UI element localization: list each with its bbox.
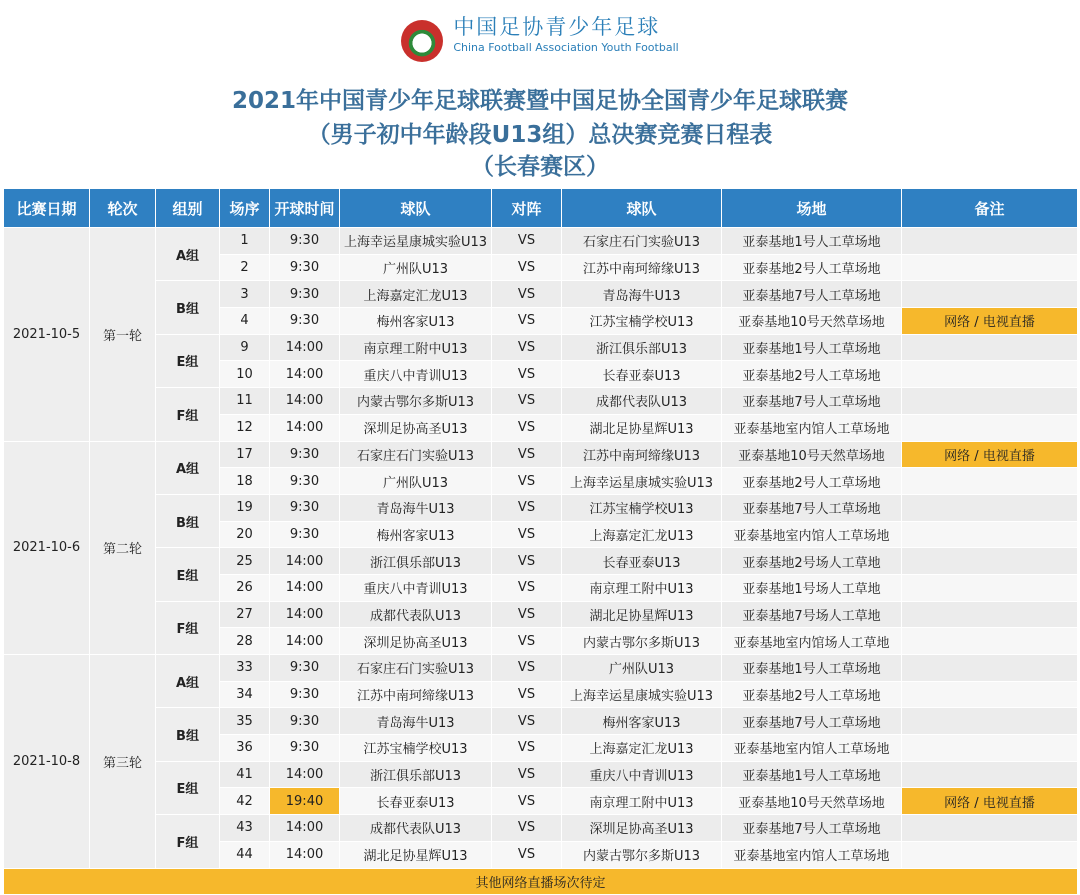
away-team: 青岛海牛U13 [562,281,722,308]
broadcast-note [902,361,1078,388]
away-team: 石家庄石门实验U13 [562,228,722,255]
page-title-line3: （长春赛区） [471,154,609,180]
away-team: 江苏中南珂缔缘U13 [562,254,722,281]
vs-label: VS [492,334,562,361]
away-team: 湖北足协星辉U13 [562,601,722,628]
match-number: 42 [220,788,270,815]
match-number: 27 [220,601,270,628]
venue: 亚泰基地7号人工草场地 [722,815,902,842]
table-row [4,761,1078,788]
home-team: 深圳足协高圣U13 [340,414,492,441]
match-number: 10 [220,361,270,388]
broadcast-note [902,574,1078,601]
cfa-logo [0,14,1080,56]
match-date: 2021-10-8 [4,655,90,869]
kickoff-time: 9:30 [270,281,340,308]
broadcast-note [902,815,1078,842]
page-title-line1: 2021年中国青少年足球联赛暨中国足协全国青少年足球联赛 [231,88,848,114]
venue: 亚泰基地室内馆人工草场地 [722,414,902,441]
broadcast-note [902,548,1078,575]
page-header [0,0,1080,187]
broadcast-note [902,494,1078,521]
group-label: B组 [156,708,220,761]
away-team: 重庆八中青训U13 [562,761,722,788]
cfa-badge-icon [401,20,443,62]
home-team: 内蒙古鄂尔多斯U13 [340,388,492,415]
table-row [4,388,1078,415]
away-team: 成都代表队U13 [562,388,722,415]
venue: 亚泰基地1号场人工草地 [722,574,902,601]
match-number: 35 [220,708,270,735]
kickoff-time: 14:00 [270,414,340,441]
home-team: 江苏宝楠学校U13 [340,735,492,762]
kickoff-time: 14:00 [270,628,340,655]
broadcast-note [902,628,1078,655]
match-date: 2021-10-5 [4,228,90,442]
away-team: 江苏宝楠学校U13 [562,494,722,521]
round-label: 第三轮 [90,655,156,869]
group-label: B组 [156,494,220,547]
away-team: 浙江俱乐部U13 [562,334,722,361]
away-team: 江苏宝楠学校U13 [562,308,722,335]
away-team: 上海嘉定汇龙U13 [562,521,722,548]
broadcast-note [902,228,1078,255]
vs-label: VS [492,361,562,388]
home-team: 上海嘉定汇龙U13 [340,281,492,308]
vs-label: VS [492,815,562,842]
group-label: E组 [156,761,220,814]
broadcast-note [902,414,1078,441]
away-team: 湖北足协星辉U13 [562,414,722,441]
col-header-vs: 对阵 [492,189,562,228]
match-number: 20 [220,521,270,548]
kickoff-time: 9:30 [270,254,340,281]
away-team: 上海幸运星康城实验U13 [562,681,722,708]
match-number: 1 [220,228,270,255]
vs-label: VS [492,788,562,815]
match-number: 2 [220,254,270,281]
kickoff-time: 9:30 [270,681,340,708]
match-number: 34 [220,681,270,708]
vs-label: VS [492,841,562,868]
match-number: 36 [220,735,270,762]
match-number: 11 [220,388,270,415]
vs-label: VS [492,708,562,735]
vs-label: VS [492,468,562,495]
match-number: 9 [220,334,270,361]
broadcast-note: 网络 / 电视直播 [902,788,1078,815]
table-row [4,815,1078,842]
venue: 亚泰基地1号人工草场地 [722,761,902,788]
vs-label: VS [492,601,562,628]
group-label: F组 [156,601,220,654]
col-header-round: 轮次 [90,189,156,228]
broadcast-note [902,468,1078,495]
kickoff-time: 14:00 [270,548,340,575]
table-header-row [4,189,1078,228]
venue: 亚泰基地10号天然草场地 [722,788,902,815]
away-team: 内蒙古鄂尔多斯U13 [562,841,722,868]
kickoff-time: 14:00 [270,601,340,628]
match-number: 44 [220,841,270,868]
away-team: 南京理工附中U13 [562,788,722,815]
broadcast-note [902,254,1078,281]
kickoff-time: 9:30 [270,655,340,682]
venue: 亚泰基地10号天然草场地 [722,308,902,335]
home-team: 成都代表队U13 [340,815,492,842]
away-team: 深圳足协高圣U13 [562,815,722,842]
broadcast-note [902,601,1078,628]
venue: 亚泰基地7号人工草场地 [722,708,902,735]
table-row [4,655,1078,682]
table-row [4,228,1078,255]
table-row [4,281,1078,308]
home-team: 广州队U13 [340,468,492,495]
venue: 亚泰基地室内馆人工草场地 [722,841,902,868]
vs-label: VS [492,308,562,335]
venue: 亚泰基地1号人工草场地 [722,228,902,255]
table-row [4,494,1078,521]
table-row [4,601,1078,628]
home-team: 石家庄石门实验U13 [340,441,492,468]
logo-title-cn: 中国足协青少年足球 [453,15,661,39]
away-team: 广州队U13 [562,655,722,682]
venue: 亚泰基地7号人工草场地 [722,494,902,521]
kickoff-time: 14:00 [270,361,340,388]
kickoff-time: 14:00 [270,334,340,361]
kickoff-time: 9:30 [270,494,340,521]
home-team: 广州队U13 [340,254,492,281]
venue: 亚泰基地1号人工草场地 [722,655,902,682]
group-label: F组 [156,388,220,441]
group-label: E组 [156,548,220,601]
table-row [4,334,1078,361]
footer-note: 其他网络直播场次待定 [4,868,1078,895]
broadcast-note [902,655,1078,682]
venue: 亚泰基地7号人工草场地 [722,281,902,308]
vs-label: VS [492,761,562,788]
group-label: A组 [156,655,220,708]
match-number: 25 [220,548,270,575]
table-row [4,441,1078,468]
away-team: 上海幸运星康城实验U13 [562,468,722,495]
footer-row [4,868,1078,895]
group-label: F组 [156,815,220,868]
venue: 亚泰基地2号场人工草地 [722,548,902,575]
col-header-note: 备注 [902,189,1078,228]
broadcast-note: 网络 / 电视直播 [902,308,1078,335]
match-number: 4 [220,308,270,335]
broadcast-note: 网络 / 电视直播 [902,441,1078,468]
kickoff-time: 14:00 [270,841,340,868]
group-label: E组 [156,334,220,387]
home-team: 湖北足协星辉U13 [340,841,492,868]
table-row [4,548,1078,575]
broadcast-note [902,841,1078,868]
venue: 亚泰基地2号人工草场地 [722,361,902,388]
home-team: 梅州客家U13 [340,308,492,335]
page-title-line2: （男子初中年龄段U13组）总决赛竞赛日程表 [307,122,773,148]
kickoff-time: 9:30 [270,441,340,468]
logo-title-en: China Football Association Youth Football [453,41,679,54]
home-team: 江苏中南珂缔缘U13 [340,681,492,708]
broadcast-note [902,388,1078,415]
kickoff-time: 19:40 [270,788,340,815]
col-header-date: 比赛日期 [4,189,90,228]
home-team: 成都代表队U13 [340,601,492,628]
broadcast-note [902,735,1078,762]
group-label: B组 [156,281,220,334]
away-team: 内蒙古鄂尔多斯U13 [562,628,722,655]
match-date: 2021-10-6 [4,441,90,655]
match-number: 12 [220,414,270,441]
broadcast-note [902,281,1078,308]
group-label: A组 [156,228,220,281]
vs-label: VS [492,414,562,441]
broadcast-note [902,521,1078,548]
vs-label: VS [492,254,562,281]
home-team: 重庆八中青训U13 [340,361,492,388]
broadcast-note [902,334,1078,361]
match-number: 18 [220,468,270,495]
group-label: A组 [156,441,220,494]
home-team: 重庆八中青训U13 [340,574,492,601]
kickoff-time: 14:00 [270,574,340,601]
round-label: 第二轮 [90,441,156,655]
home-team: 浙江俱乐部U13 [340,761,492,788]
home-team: 浙江俱乐部U13 [340,548,492,575]
match-number: 33 [220,655,270,682]
kickoff-time: 9:30 [270,708,340,735]
away-team: 长春亚泰U13 [562,548,722,575]
venue: 亚泰基地室内馆人工草场地 [722,735,902,762]
away-team: 南京理工附中U13 [562,574,722,601]
round-label: 第一轮 [90,228,156,442]
venue: 亚泰基地2号人工草场地 [722,254,902,281]
home-team: 石家庄石门实验U13 [340,655,492,682]
venue: 亚泰基地室内馆场人工草地 [722,628,902,655]
vs-label: VS [492,388,562,415]
venue: 亚泰基地室内馆人工草场地 [722,521,902,548]
kickoff-time: 9:30 [270,468,340,495]
match-number: 41 [220,761,270,788]
home-team: 上海幸运星康城实验U13 [340,228,492,255]
kickoff-time: 14:00 [270,388,340,415]
home-team: 青岛海牛U13 [340,494,492,521]
vs-label: VS [492,548,562,575]
venue: 亚泰基地7号人工草场地 [722,388,902,415]
match-number: 19 [220,494,270,521]
col-header-venue: 场地 [722,189,902,228]
away-team: 江苏中南珂缔缘U13 [562,441,722,468]
match-number: 26 [220,574,270,601]
vs-label: VS [492,655,562,682]
kickoff-time: 9:30 [270,521,340,548]
col-header-group: 组别 [156,189,220,228]
vs-label: VS [492,521,562,548]
vs-label: VS [492,281,562,308]
venue: 亚泰基地2号人工草场地 [722,468,902,495]
schedule-table [3,188,1078,895]
kickoff-time: 14:00 [270,761,340,788]
match-number: 43 [220,815,270,842]
kickoff-time: 9:30 [270,735,340,762]
away-team: 长春亚泰U13 [562,361,722,388]
kickoff-time: 14:00 [270,815,340,842]
kickoff-time: 9:30 [270,228,340,255]
vs-label: VS [492,681,562,708]
home-team: 长春亚泰U13 [340,788,492,815]
home-team: 青岛海牛U13 [340,708,492,735]
vs-label: VS [492,628,562,655]
vs-label: VS [492,735,562,762]
col-header-away-team: 球队 [562,189,722,228]
vs-label: VS [492,494,562,521]
col-header-match-no: 场序 [220,189,270,228]
match-number: 17 [220,441,270,468]
col-header-home-team: 球队 [340,189,492,228]
match-number: 28 [220,628,270,655]
vs-label: VS [492,574,562,601]
venue: 亚泰基地7号场人工草地 [722,601,902,628]
vs-label: VS [492,228,562,255]
broadcast-note [902,761,1078,788]
venue: 亚泰基地10号天然草场地 [722,441,902,468]
vs-label: VS [492,441,562,468]
venue: 亚泰基地2号人工草场地 [722,681,902,708]
broadcast-note [902,708,1078,735]
table-row [4,708,1078,735]
away-team: 梅州客家U13 [562,708,722,735]
kickoff-time: 9:30 [270,308,340,335]
home-team: 梅州客家U13 [340,521,492,548]
col-header-kickoff: 开球时间 [270,189,340,228]
venue: 亚泰基地1号人工草场地 [722,334,902,361]
away-team: 上海嘉定汇龙U13 [562,735,722,762]
home-team: 南京理工附中U13 [340,334,492,361]
match-number: 3 [220,281,270,308]
broadcast-note [902,681,1078,708]
home-team: 深圳足协高圣U13 [340,628,492,655]
